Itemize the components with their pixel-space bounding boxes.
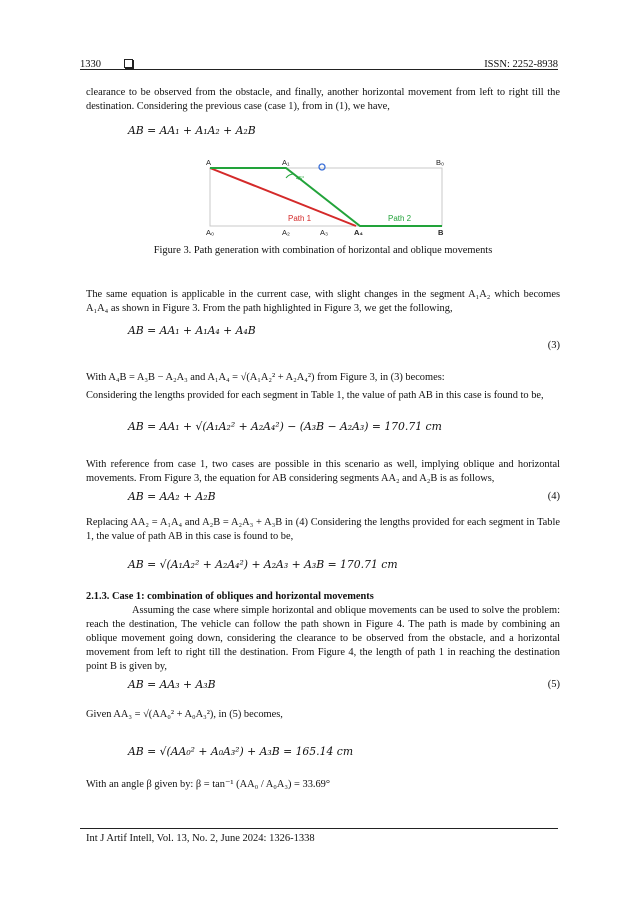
- label-A1: A₁: [282, 158, 290, 167]
- paragraph-segment-change: The same equation is applicable in the current case, with slight changes in the segment A₁A₂ which becomes A₁A₄ as shown in Figure 3. From the path highlighted in Figure 3, we get the following,: [86, 289, 560, 315]
- page-header: [80, 48, 558, 70]
- checkbox-glyph-icon: [124, 59, 133, 68]
- equation-ab-case1: AB = AA₁ + A₁A₂ + A₂B: [128, 124, 256, 137]
- path-1-label: Path 1: [288, 214, 312, 223]
- equation-4-number: (4): [547, 491, 560, 502]
- label-A2: A₂: [282, 228, 290, 236]
- equation-value-2: AB = √(A₁A₂² + A₂A₄²) + A₂A₃ + A₃B = 170.71 cm: [128, 558, 398, 571]
- equation-value-3: AB = √(AA₀² + A₀A₃²) + A₃B = 165.14 cm: [128, 745, 354, 758]
- equation-5-number: (5): [547, 679, 560, 690]
- label-B0: B₀: [436, 158, 445, 167]
- equation-5: AB = AA₃ + A₃B: [128, 678, 216, 691]
- page-number: 1330: [80, 59, 101, 70]
- label-A4: A₄: [354, 228, 363, 236]
- figure-caption: Figure 3. Path generation with combination of horizontal and oblique movements: [153, 245, 493, 256]
- section-heading: 2.1.3. Case 1: combination of obliques and horizontal movements: [86, 591, 374, 602]
- angle-label: 45°: [296, 176, 305, 182]
- obstacle-marker: [319, 164, 325, 170]
- paragraph-replacing: Replacing AA₂ = A₁A₄ and A₂B = A₂A₃ + A₃B in (4) Considering the lengths provided for each segment in Table 1, the value of path AB in this case is found to be,: [86, 517, 560, 543]
- equation-value-1: AB = AA₁ + √(A₁A₂² + A₂A₄²) − (A₃B − A₂A₃) = 170.71 cm: [128, 420, 442, 433]
- footer-rule: [80, 828, 558, 829]
- label-A: A: [206, 158, 212, 167]
- paragraph-angle-beta: With an angle β given by: β = tan⁻¹ (AA₀ / A₀A₃) = 33.69°: [86, 779, 331, 790]
- issn: ISSN: 2252-8938: [484, 59, 558, 70]
- path-1-line: [210, 168, 356, 226]
- figure-3: [196, 156, 458, 236]
- label-B: B: [438, 228, 444, 236]
- equation-3: AB = AA₁ + A₁A₄ + A₄B: [128, 324, 256, 337]
- equation-3-number: (3): [547, 340, 560, 351]
- path-2-label: Path 2: [388, 214, 412, 223]
- paragraph-intro: clearance to be observed from the obstacle, and finally, another horizontal movement from left to right till the destination. Considering the previous case (case 1), from in (1), we have,: [86, 87, 560, 113]
- journal-footer: Int J Artif Intell, Vol. 13, No. 2, June 2024: 1326-1338: [86, 833, 315, 844]
- label-A3: A₃: [320, 228, 329, 236]
- equation-4: AB = AA₂ + A₂B: [128, 490, 216, 503]
- paragraph-reference-case1: With reference from case 1, two cases are possible in this scenario as well, implying oblique and horizontal movements. From Figure 3, the equation for AB considering segments AA₂ and A₂B is as follows,: [86, 459, 560, 485]
- paragraph-case1-description: Assuming the case where simple horizontal and oblique movements can be used to solve the problem: reach the destination, The vehicle can follow the path shown in Figure 4. The path is made by combining an oblique movement going down, considering the clearance to be observed from the obstacle, and a horizontal movement from left to right till the destination. From Figure 4, the length of path 1 in reaching the destination point B is given by,: [86, 605, 560, 673]
- paragraph-given-aa3: Given AA₃ = √(AA₀² + A₀A₃²), in (5) becomes,: [86, 709, 283, 720]
- label-A0: A₀: [206, 228, 215, 236]
- paragraph-with-a4b: With A₄B = A₃B − A₂A₃ and A₁A₄ = √(A₁A₂² + A₂A₄²) from Figure 3, in (3) becomes:: [86, 372, 445, 383]
- paragraph-lengths-1: Considering the lengths provided for each segment in Table 1, the value of path AB in this case is found to be,: [86, 390, 544, 401]
